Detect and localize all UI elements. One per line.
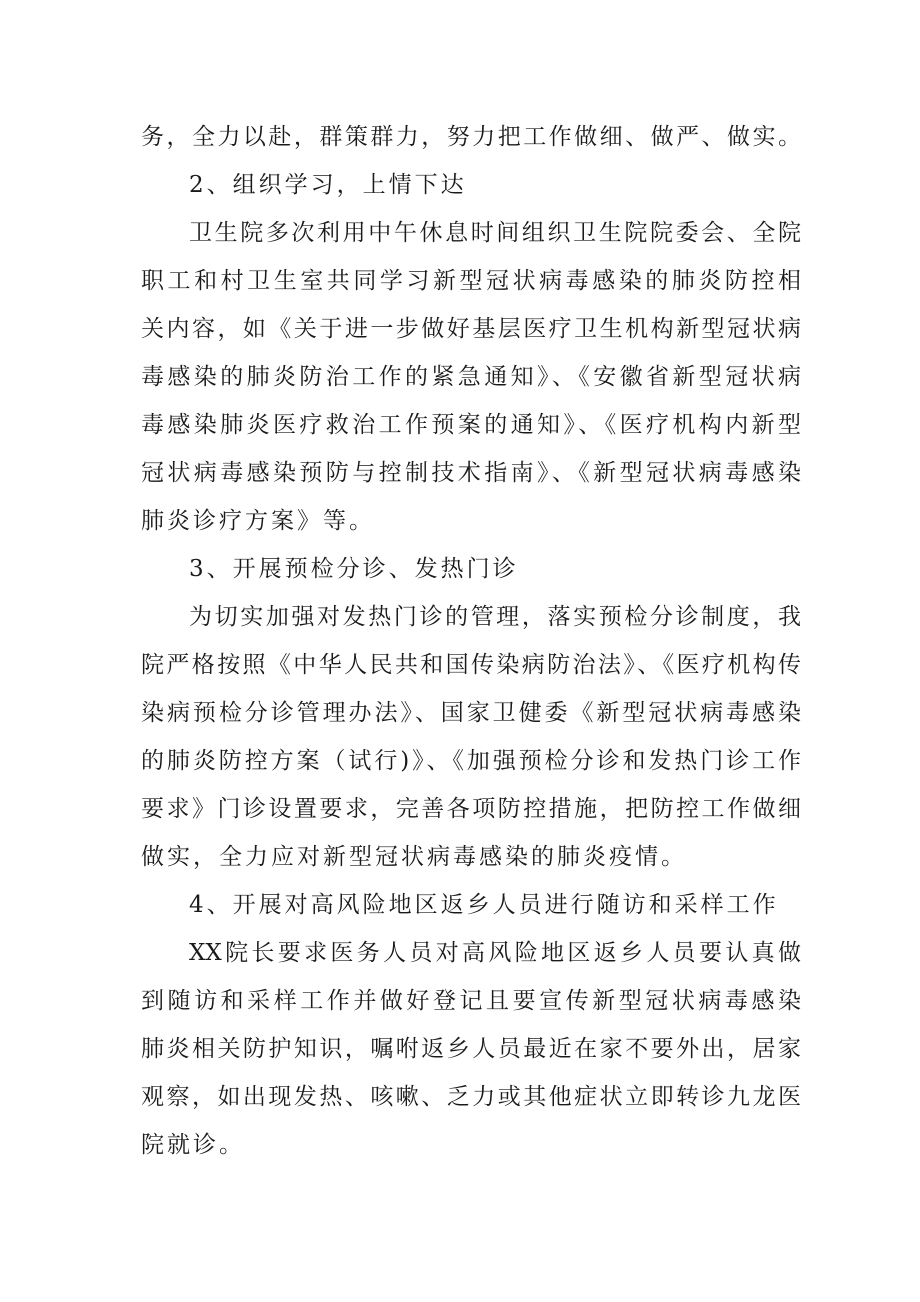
paragraph-line: 职工和村卫生室共同学习新型冠状病毒感染的肺炎防控相 [141, 268, 801, 294]
paragraph-line: 卫生院多次利用中午休息时间组织卫生院院委会、全院 [189, 220, 801, 246]
paragraph-line: 毒感染肺炎医疗救治工作预案的通知》、《医疗机构内新型 [141, 412, 801, 438]
paragraph-line: 做实，全力应对新型冠状病毒感染的肺炎疫情。 [141, 844, 687, 870]
paragraph-line: 冠状病毒感染预防与控制技术指南》、《新型冠状病毒感染 [141, 460, 801, 486]
paragraph-line: 关内容，如《关于进一步做好基层医疗卫生机构新型冠状病 [141, 316, 801, 342]
paragraph-line: 毒感染的肺炎防治工作的紧急通知》、《安徽省新型冠状病 [141, 364, 801, 390]
paragraph-line: 要求》门诊设置要求，完善各项防控措施，把防控工作做细 [141, 796, 801, 822]
paragraph-line: 到随访和采样工作并做好登记且要宣传新型冠状病毒感染 [141, 988, 801, 1014]
section-heading: 3、开展预检分诊、发热门诊 [189, 556, 519, 582]
paragraph-line: 务，全力以赴，群策群力，努力把工作做细、做严、做实。 [141, 124, 801, 150]
paragraph-line: 观察，如出现发热、咳嗽、乏力或其他症状立即转诊九龙医 [141, 1084, 801, 1110]
section-heading: 4、开展对高风险地区返乡人员进行随访和采样工作 [189, 892, 779, 918]
paragraph-line: XX院长要求医务人员对高风险地区返乡人员要认真做 [189, 940, 801, 966]
paragraph-line: 肺炎诊疗方案》等。 [141, 508, 375, 534]
paragraph-line: 染病预检分诊管理办法》、国家卫健委《新型冠状病毒感染 [141, 700, 801, 726]
paragraph-line: 院严格按照《中华人民共和国传染病防治法》、《医疗机构传 [141, 652, 801, 678]
paragraph-line: 院就诊。 [141, 1132, 245, 1158]
section-heading: 2、组织学习，上情下达 [189, 172, 467, 198]
paragraph-line: 为切实加强对发热门诊的管理，落实预检分诊制度，我 [189, 604, 801, 630]
paragraph-line: 肺炎相关防护知识，嘱咐返乡人员最近在家不要外出，居家 [141, 1036, 801, 1062]
paragraph-line: 的肺炎防控方案（试行)》、《加强预检分诊和发热门诊工作 [141, 748, 801, 774]
